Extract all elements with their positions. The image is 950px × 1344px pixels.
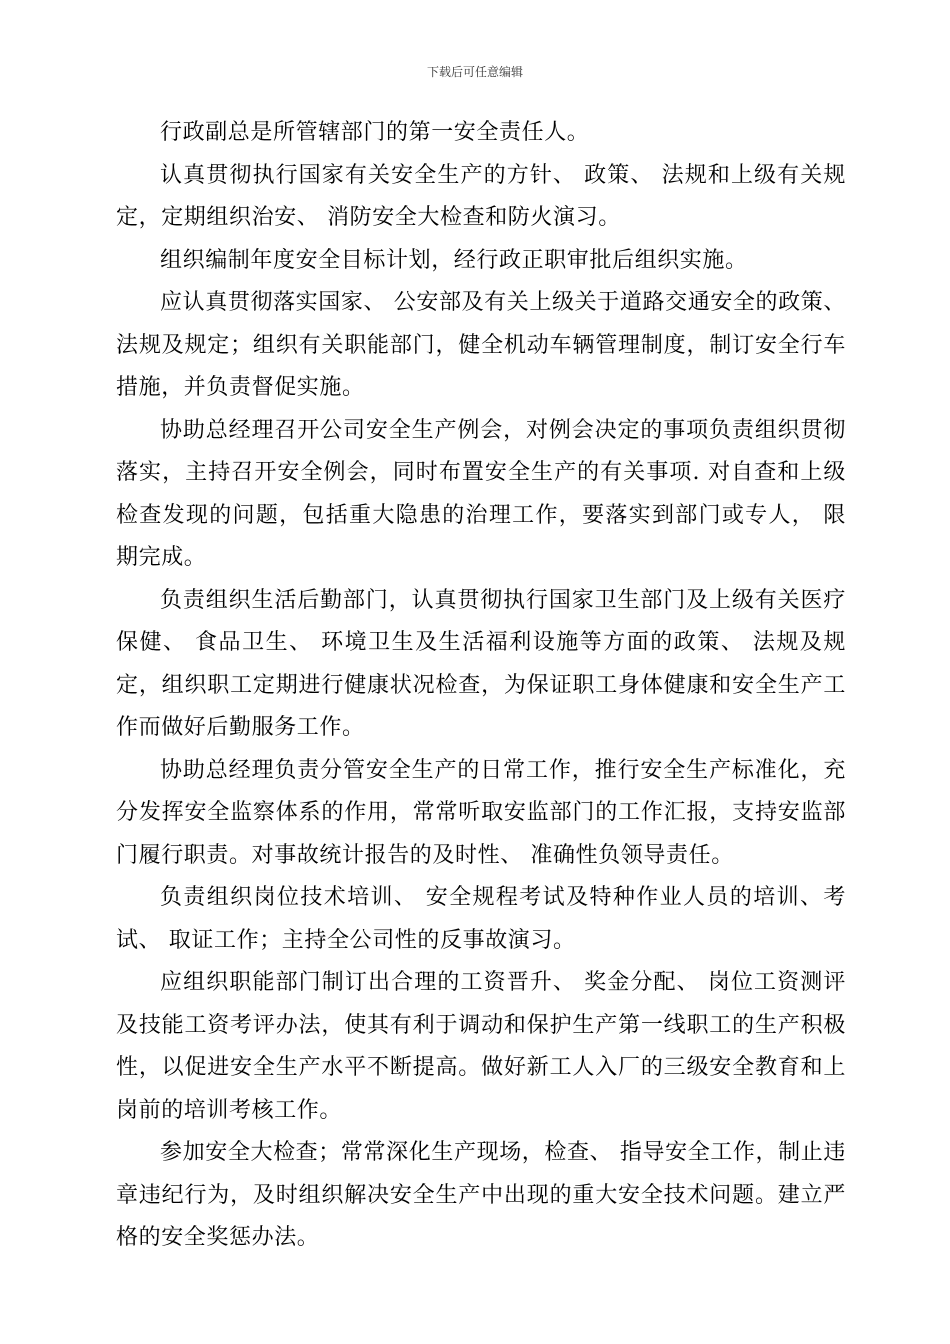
paragraph: 认真贯彻执行国家有关安全生产的方针、 政策、 法规和上级有关规定，定期组织治安、 消防安全大检查和防火演习。 (116, 162, 846, 230)
paragraph: 应认真贯彻落实国家、 公安部及有关上级关于道路交通安全的政策、 法规及规定；组织有关职能部门，健全机动车辆管理制度，制订安全行车措施，并负责督促实施。 (116, 290, 846, 400)
paragraph: 行政副总是所管辖部门的第一安全责任人。 (160, 120, 590, 145)
paragraph: 组织编制年度安全目标计划，经行政正职审批后组织实施。 (160, 247, 748, 273)
paragraph: 协助总经理负责分管安全生产的日常工作，推行安全生产标准化，充分发挥安全监察体系的作用，常常听取安监部门的工作汇报，支持安监部门履行职责。对事故统计报告的及时性、 准确性负领导责任。 (116, 757, 846, 868)
document-body (116, 112, 846, 1260)
paragraph: 参加安全大检查；常常深化生产现场，检查、 指导安全工作，制止违章违纪行为，及时组织解决安全生产中出现的重大安全技术问题。建立严格的安全奖惩办法。 (116, 1140, 846, 1250)
page-header: 下载后可任意编辑 (426, 65, 523, 79)
paragraph: 应组织职能部门制订出合理的工资晋升、 奖金分配、 岗位工资测评及技能工资考评办法，使其有利于调动和保护生产第一线职工的生产积极性，以促进安全生产水平不断提高。做好新工人入厂的三级安全教育和上岗前的培训考核工作。 (116, 970, 846, 1123)
paragraph: 协助总经理召开公司安全生产例会，对例会决定的事项负责组织贯彻落实，主持召开安全例会，同时布置安全生产的有关事项. 对自查和上级检查发现的问题，包括重大隐患的治理工作，要落实到部门或专人， 限期完成。 (116, 417, 846, 570)
paragraph: 负责组织生活后勤部门，认真贯彻执行国家卫生部门及上级有关医疗保健、 食品卫生、 环境卫生及生活福利设施等方面的政策、 法规及规定，组织职工定期进行健康状况检查，为保证职工身体健康和安全生产工作而做好后勤服务工作。 (116, 587, 846, 740)
paragraph: 负责组织岗位技术培训、 安全规程考试及特种作业人员的培训、考试、 取证工作；主持全公司性的反事故演习。 (116, 885, 846, 953)
